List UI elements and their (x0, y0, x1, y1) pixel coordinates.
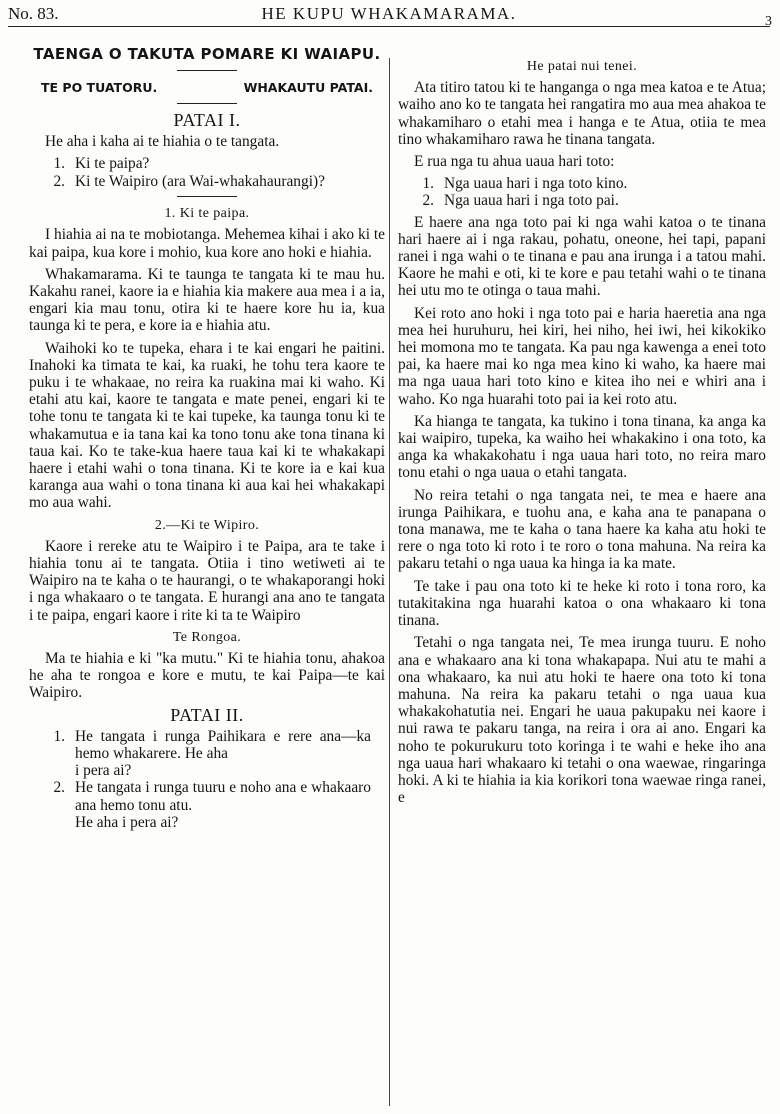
list-text (75, 728, 385, 780)
paragraph: Kaore i rereke atu te Waipiro i te Paipa, ara te take i hiahia tonu ai te tangata. Otiia i tino wetiweti ai te Waipiro na te kaha o te haurangi, o te whakaporangi hoki i nga whakaaro o te tangata. E hurangi ana ano te tangata i te paipa, engari kaore i rite ki ta te Waipiro (29, 537, 385, 624)
list-number: 1. (422, 175, 434, 193)
left-column (29, 34, 385, 835)
list-number: 2. (422, 192, 434, 210)
page-number: 3 (765, 14, 772, 29)
list-item (398, 175, 766, 192)
subheading-right: WHAKAUTU PATAI. (243, 80, 373, 96)
uaua-list (398, 175, 766, 209)
section-1-heading: 1. Ki te paipa. (164, 206, 250, 222)
paragraph: E rua nga tu ahua uaua hari toto: (414, 153, 615, 171)
list-number: 1. (53, 155, 65, 173)
list-text: Ki te Waipiro (ara Wai-whakahaurangi)? (75, 172, 325, 190)
paragraph: Kei roto ano hoki i nga toto pai e haria haeretia ana nga mea hei huruhuru, hei kiri, hei niho, hei iwi, hei kikokiko hei momona mo te tangata. Ka pau nga kawenga a enei toto pai, ka haere mai ko nga mea kino ki waho, ka haere mai ma nga uaua hari toto kino e kitea iho nei e whiri ana i waho. Ko nga huarahi toto pai ia kei roto atu. (398, 304, 766, 408)
list-text-end: He aha i pera ai? (75, 813, 179, 831)
paragraph: Tetahi o nga tangata nei, Te mea irunga tuuru. E noho ana e whakaaro ana ki tona whakapapa. Nui atu te mahi a ona whakaaro, ka nui atu hoki te haere ona toto ki tona mahuna. Na reira ka pakaru tetahi o nga uaua kua whakakohatutia nei. Engari he uaua pakupaku nei kaore i nui rawa te pakaru tanga, na reira i ora ai ano. Engari ka noho te pokurukuru toto koringa i te wahi e heke iho ana nga uaua hari whakaaro ki tetahi o ona waewae, ringaringa hoki. A ki te hiahia ia kia korikori tona waewae ringa ranei, e (398, 634, 766, 807)
list-item (29, 155, 385, 172)
list-text-main: He tangata i runga Paihikara e rere ana—ka hemo whakarere. He aha (75, 727, 371, 763)
list-number: 2. (53, 779, 65, 797)
list-item (29, 728, 385, 780)
section-rule (177, 196, 237, 197)
paragraph: Ma te hiahia e ki "ka mutu." Ki te hiahia tonu, ahakoa he aha te rongoa e kore e mutu, te kai Paipa—te kai Waipiro. (29, 650, 385, 702)
list-text (75, 779, 385, 831)
running-title: HE KUPU WHAKAMARAMA. (261, 4, 517, 23)
paragraph: Whakamarama. Ki te taunga te tangata ki te mau hu. Kakahu ranei, kaore ia e hiahia kia makere aua mea i a ia, engari kia mau tonu, otira ki te haere kore hu ia, kua taunga ki te pera, e kore ia e hiahia atu. (29, 265, 385, 335)
list-item (398, 192, 766, 209)
right-column (398, 34, 766, 811)
section-2-heading: 2.—Ki te Wipiro. (154, 517, 260, 533)
issue-number: No. 83. (8, 4, 59, 23)
list-text-end: i pera ai? (75, 762, 132, 780)
list-number: 1. (53, 727, 65, 745)
patai-1-list (29, 155, 385, 189)
list-number: 2. (53, 172, 65, 190)
list-text: Nga uaua hari i nga toto kino. (444, 175, 628, 193)
article-subheading (29, 79, 385, 96)
list-item (29, 779, 385, 831)
rongoa-heading: Te Rongoa. (172, 629, 242, 645)
subheading-left: TE PO TUATORU. (41, 80, 158, 96)
patai-1-question: He aha i kaha ai te hiahia o te tangata. (45, 133, 280, 151)
paragraph: Ka hianga te tangata, ka tukino i tona tinana, ka anga ka kai waipiro, tupeka, ka waiho hei whakakino i ona toto, ka anga ka whakakohatu i nga uaua hari toto, no reira maro tonu etahi o nga uaua o etahi tangata. (398, 412, 766, 482)
list-text-main: He tangata i runga tuuru e noho ana e whakaaro ana hemo tonu atu. (75, 779, 371, 814)
paragraph: I hiahia ai na te mobiotanga. Mehemea kihai i ako ki te kai paipa, kua kore i mohio, kua kore ano hoki e hiahia. (29, 226, 385, 261)
patai-1-heading: PATAI I. (173, 109, 241, 130)
paragraph: Te take i pau ona toto ki te heke ki roto i tona roro, ka tutakitakina nga huarahi katoa o ona whakaaro ki tona tinana. (398, 577, 766, 630)
subheading-rule (177, 103, 237, 104)
patai-2-heading: PATAI II. (170, 704, 244, 725)
patai-2-list (29, 728, 385, 831)
list-text: Nga uaua hari i nga toto pai. (444, 192, 619, 210)
paragraph: E haere ana nga toto pai ki nga wahi katoa o te tinana hari haere ai i nga rakau, pohatu, oneone, hei tapi, papani ranei i nga wahi o te tinana e pau ana irunga i a tatou mahi. Kaore he mahi e oti, ki te kore e pau tetahi wahi o te tinana hei utu mo te otinga o taua mahi. (398, 213, 766, 300)
right-heading: He patai nui tenei. (526, 59, 638, 74)
title-rule (177, 70, 237, 71)
column-divider (389, 58, 390, 1106)
page-header (8, 4, 770, 27)
list-item (29, 173, 385, 190)
paragraph: Ata titiro tatou ki te hanganga o nga mea katoa e te Atua; waiho ano ko te tangata hei rangatira mo aua mea ahakoa te whakamiharo o etahi mea i hanga e te Atua, otiia te mea tino whakamiharo rawa he tinana tangata. (398, 79, 766, 148)
paragraph: No reira tetahi o nga tangata nei, te mea e haere ana irunga Paihikara, e tuohu ana, e kaha ana te panapana o tona manawa, me te kaha o tana haere ka kaha atu hoki te rere o nga toto ki roto i te roro o tona mahuna. Na reira ka pakaru tetahi o nga uaua ka hinga ia ka mate. (398, 486, 766, 573)
list-text: Ki te paipa? (75, 155, 150, 173)
paragraph: Waihoki ko te tupeka, ehara i te kai engari he paitini. Inahoki ka timata te kai, ka ruaki, he tohu tera kaore te puku i te whakaae, no reira ka ruakina mai ki waho. Ki etahi atu kai, kaore te tangata e mate penei, engari ki te tohe tonu te tangata ki te kai tupeke, ka taunga tonu ki te whakamutua e ia tana kai ka tono tonu ake tona tinana ki taua kai. Ko te take-kua haere taua kai ki te whakakapi haere i etahi wahi o tona tinana. Ki te kore ia e kai kua karanga aua wahi o tona tinana ki aua kai hei whakakapi mo aua wahi. (29, 339, 385, 512)
article-title: TAENGA O TAKUTA POMARE KI WAIAPU. (33, 45, 381, 63)
